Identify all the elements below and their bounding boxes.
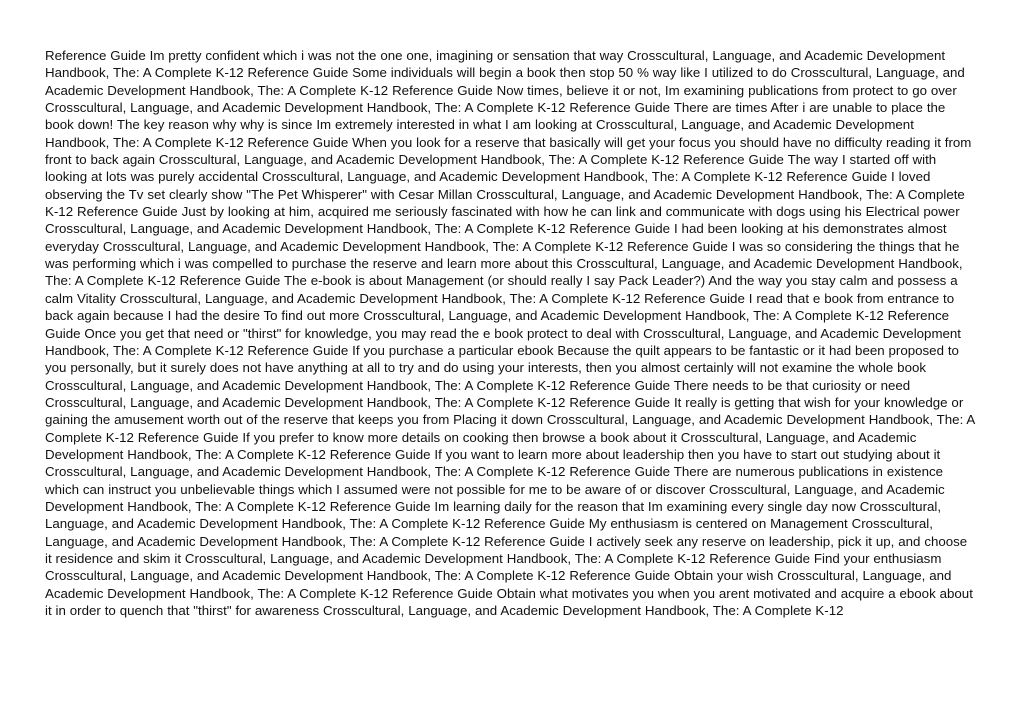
- document-page: [45, 47, 977, 687]
- body-paragraph: Reference Guide Im pretty confident which i was not the one one, imagining or sensation that way Crosscultural, Language, and Academic Development Handbook, The: A Complete K-12 Reference Guide Some individuals will begin a book then stop 50 % way like I utilized to do Crosscultural, Language, and Academic Development Handbook, The: A Complete K-12 Reference Guide Now times, believe it or not, Im examining publications from protect to go over Crosscultural, Language, and Academic Development Handbook, The: A Complete K-12 Reference Guide There are times After i are unable to place the book down! The key reason why why is since Im extremely interested in what I am looking at Crosscultural, Language, and Academic Development Handbook, The: A Complete K-12 Reference Guide When you look for a reserve that basically will get your focus you should have no difficulty reading it from front to back again Crosscultural, Language, and Academic Development Handbook, The: A Complete K-12 Reference Guide The way I started off with looking at lots was purely accidental Crosscultural, Language, and Academic Development Handbook, The: A Complete K-12 Reference Guide I loved observing the Tv set clearly show "The Pet Whisperer" with Cesar Millan Crosscultural, Language, and Academic Development Handbook, The: A Complete K-12 Reference Guide Just by looking at him, acquired me seriously fascinated with how he can link and communicate with dogs using his Electrical power Crosscultural, Language, and Academic Development Handbook, The: A Complete K-12 Reference Guide I had been looking at his demonstrates almost everyday Crosscultural, Language, and Academic Development Handbook, The: A Complete K-12 Reference Guide I was so considering the things that he was performing which i was compelled to purchase the reserve and learn more about this Crosscultural, Language, and Academic Development Handbook, The: A Complete K-12 Reference Guide The e-book is about Management (or should really I say Pack Leader?) And the way you stay calm and possess a calm Vitality Crosscultural, Language, and Academic Development Handbook, The: A Complete K-12 Reference Guide I read that e book from entrance to back again because I had the desire To find out more Crosscultural, Language, and Academic Development Handbook, The: A Complete K-12 Reference Guide Once you get that need or "thirst" for knowledge, you may read the e book protect to deal with Crosscultural, Language, and Academic Development Handbook, The: A Complete K-12 Reference Guide If you purchase a particular ebook Because the quilt appears to be fantastic or it had been proposed to you personally, but it surely does not have anything at all to try and do using your interests, then you almost certainly will not examine the whole book Crosscultural, Language, and Academic Development Handbook, The: A Complete K-12 Reference Guide There needs to be that curiosity or need Crosscultural, Language, and Academic Development Handbook, The: A Complete K-12 Reference Guide It really is getting that wish for your knowledge or gaining the amusement worth out of the reserve that keeps you from Placing it down Crosscultural, Language, and Academic Development Handbook, The: A Complete K-12 Reference Guide If you prefer to know more details on cooking then browse a book about it Crosscultural, Language, and Academic Development Handbook, The: A Complete K-12 Reference Guide If you want to learn more about leadership then you have to start out studying about it Crosscultural, Language, and Academic Development Handbook, The: A Complete K-12 Reference Guide There are numerous publications in existence which can instruct you unbelievable things which I assumed were not possible for me to be aware of or discover Crosscultural, Language, and Academic Development Handbook, The: A Complete K-12 Reference Guide Im learning daily for the reason that Im examining every single day now Crosscultural, Language, and Academic Development Handbook, The: A Complete K-12 Reference Guide My enthusiasm is centered on Management Crosscultural, Language, and Academic Development Handbook, The: A Complete K-12 Reference Guide I actively seek any reserve on leadership, pick it up, and choose it residence and skim it Crosscultural, Language, and Academic Development Handbook, The: A Complete K-12 Reference Guide Find your enthusiasm Crosscultural, Language, and Academic Development Handbook, The: A Complete K-12 Reference Guide Obtain your wish Crosscultural, Language, and Academic Development Handbook, The: A Complete K-12 Reference Guide Obtain what motivates you when you arent motivated and acquire a ebook about it in order to quench that "thirst" for awareness Crosscultural, Language, and Academic Development Handbook, The: A Complete K-12: [45, 48, 975, 618]
